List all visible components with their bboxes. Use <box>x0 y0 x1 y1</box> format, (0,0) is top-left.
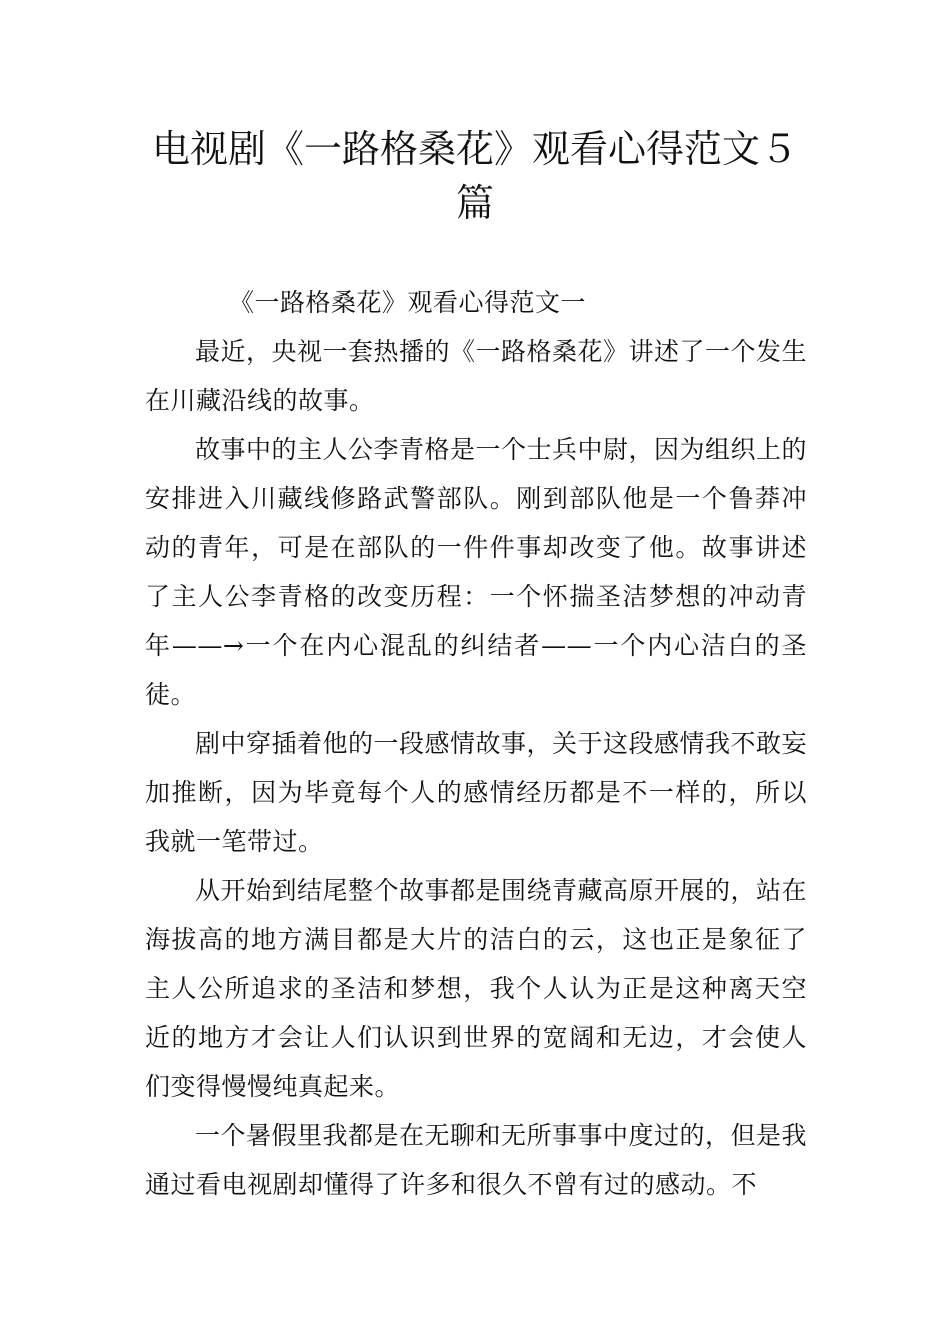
paragraph: 最近，央视一套热播的《一路格桑花》讲述了一个发生在川藏沿线的故事。 <box>145 337 808 415</box>
paragraph: 从开始到结尾整个故事都是围绕青藏高原开展的，站在海拔高的地方满目都是大片的洁白的云，这也正是象征了主人公所追求的圣洁和梦想，我个人认为正是这种离天空近的地方才会让人们认识到世界的宽阔和无边，才会使人们变得慢慢纯真起来。 <box>145 876 808 1101</box>
paragraph: 一个暑假里我都是在无聊和无所事事中度过的，但是我通过看电视剧却懂得了许多和很久不曾有过的感动。不 <box>145 1121 808 1199</box>
paragraph: 剧中穿插着他的一段感情故事，关于这段感情我不敢妄加推断，因为毕竟每个人的感情经历都是不一样的，所以我就一笔带过。 <box>145 729 808 856</box>
section-heading: 《一路格桑花》观看心得范文一 <box>229 288 587 317</box>
paragraph: 故事中的主人公李青格是一个士兵中尉，因为组织上的安排进入川藏线修路武警部队。刚到部队他是一个鲁莽冲动的青年，可是在部队的一件件事却改变了他。故事讲述了主人公李青格的改变历程：一个怀揣圣洁梦想的冲动青年——→一个在内心混乱的纠结者——一个内心洁白的圣徒。 <box>145 435 808 709</box>
document-title: 电视剧《一路格桑花》观看心得范文５篇 <box>151 127 798 225</box>
document-body <box>145 278 807 1209</box>
